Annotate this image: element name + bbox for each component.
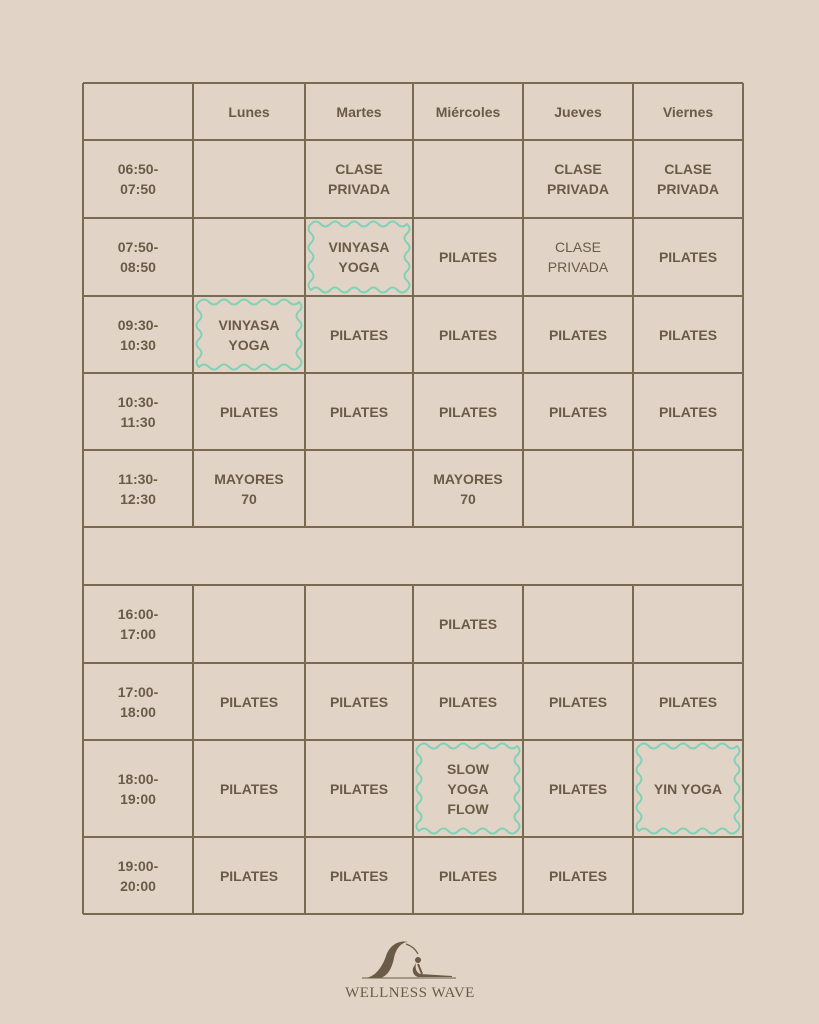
class-cell: PILATES (219, 780, 279, 797)
empty-cell (305, 585, 413, 663)
time-slot: 19:00- 20:00 (117, 857, 159, 894)
empty-cell (633, 450, 743, 527)
class-cell: PILATES (548, 867, 608, 884)
class-cell: PILATES (438, 616, 498, 632)
empty-cell (413, 140, 523, 218)
class-cell: CLASE PRIVADA (328, 161, 390, 197)
day-header-5: Viernes (662, 103, 714, 120)
time-slot: 17:00- 18:00 (117, 683, 159, 720)
class-cell: PILATES (548, 403, 608, 420)
yoga-pose-wave-icon (360, 938, 460, 982)
class-cell: CLASE PRIVADA (547, 161, 609, 197)
class-cell: PILATES (329, 867, 389, 884)
time-slot: 18:00- 19:00 (117, 770, 159, 807)
class-cell: MAYORES 70 (433, 470, 503, 507)
day-header-2: Martes (336, 103, 382, 120)
class-cell: PILATES (658, 403, 718, 420)
class-cell: CLASE PRIVADA (657, 161, 719, 197)
class-cell: PILATES (548, 326, 608, 343)
empty-cell (193, 585, 305, 663)
day-header-1: Lunes (228, 103, 270, 120)
time-slot: 06:50- 07:50 (117, 161, 159, 197)
class-cell: PILATES (658, 249, 718, 265)
class-cell: PILATES (548, 693, 608, 710)
class-cell: PILATES (219, 867, 279, 884)
class-cell: CLASE PRIVADA (547, 239, 609, 275)
class-cell: MAYORES 70 (214, 470, 284, 507)
empty-cell (193, 140, 305, 218)
class-cell: PILATES (329, 326, 389, 343)
empty-cell (305, 450, 413, 527)
class-cell: PILATES (548, 780, 608, 797)
class-cell: PILATES (329, 403, 389, 420)
class-cell: PILATES (438, 693, 498, 710)
class-cell: PILATES (219, 693, 279, 710)
empty-cell (633, 837, 743, 914)
day-header-4: Jueves (554, 103, 602, 120)
time-slot: 07:50- 08:50 (117, 239, 159, 275)
brand-name: WELLNESS WAVE (345, 985, 475, 1001)
class-cell: PILATES (438, 403, 498, 420)
class-cell: PILATES (438, 867, 498, 884)
class-cell: SLOW YOGA FLOW (447, 760, 489, 817)
class-cell: PILATES (438, 249, 498, 265)
empty-cell (193, 218, 305, 296)
class-cell: PILATES (329, 780, 389, 797)
empty-cell (633, 585, 743, 663)
class-cell: VINYASA YOGA (218, 316, 280, 353)
class-cell: PILATES (658, 326, 718, 343)
class-cell: PILATES (438, 326, 498, 343)
class-cell: PILATES (329, 693, 389, 710)
brand-logo (330, 938, 490, 1008)
time-slot: 16:00- 17:00 (117, 606, 159, 642)
class-cell: YIN YOGA (653, 780, 723, 797)
day-header-3: Miércoles (435, 103, 501, 120)
class-cell: PILATES (219, 403, 279, 420)
time-slot: 10:30- 11:30 (117, 393, 159, 430)
empty-cell (523, 450, 633, 527)
class-cell: VINYASA YOGA (328, 239, 390, 275)
time-slot: 11:30- 12:30 (118, 470, 158, 507)
class-cell: PILATES (658, 693, 718, 710)
empty-cell (523, 585, 633, 663)
time-slot: 09:30- 10:30 (117, 316, 159, 353)
